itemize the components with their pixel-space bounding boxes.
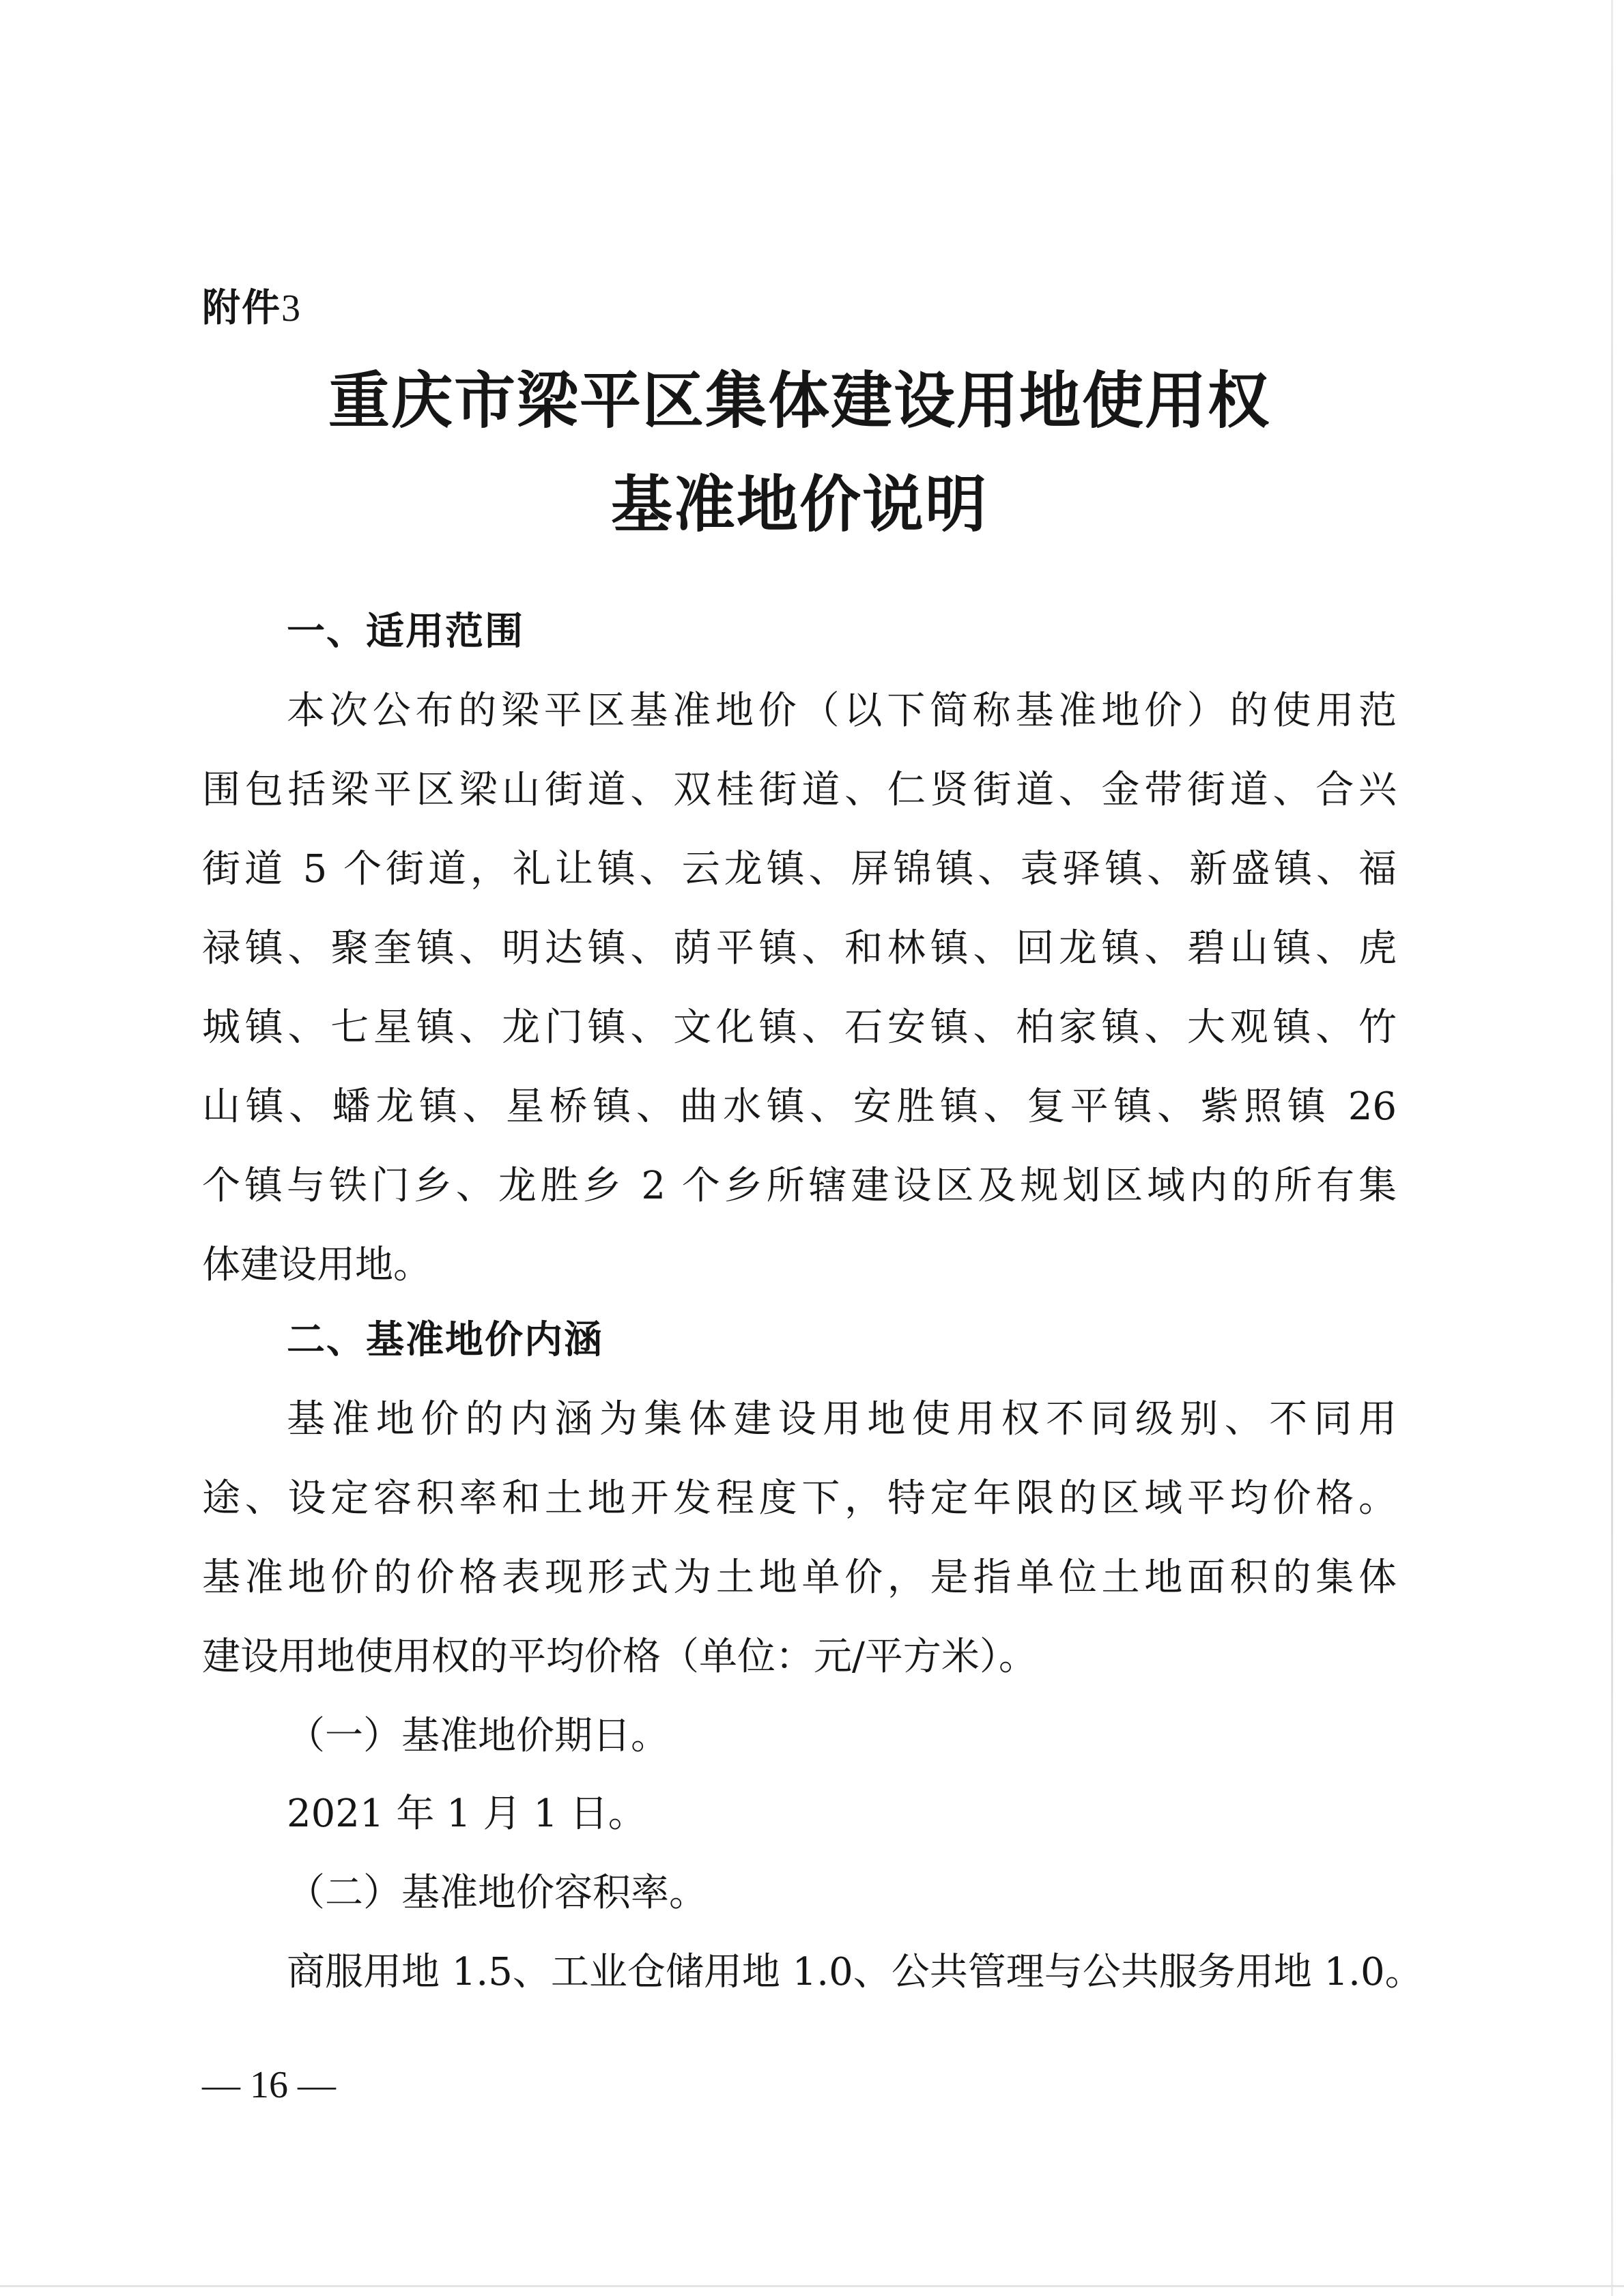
page-number: — 16 — xyxy=(202,2064,336,2106)
section-1-line-1: 本次公布的梁平区基准地价（以下简称基准地价）的使用范 xyxy=(287,689,1397,733)
section-2-line-2: 途、设定容积率和土地开发程度下，特定年限的区域平均价格。 xyxy=(202,1476,1397,1521)
section-1-heading: 一、适用范围 xyxy=(287,609,524,654)
subsection-2-text: 商服用地 1.5、工业仓储用地 1.0、公共管理与公共服务用地 1.0。 xyxy=(287,1950,1423,1994)
attachment-number: 3 xyxy=(281,287,302,330)
scan-edge-right xyxy=(1611,0,1613,2296)
subsection-1-heading: （一）基准地价期日。 xyxy=(287,1714,669,1758)
section-1-line-7: 个镇与铁门乡、龙胜乡 2 个乡所辖建设区及规划区域内的所有集 xyxy=(202,1164,1397,1208)
section-1-line-4: 禄镇、聚奎镇、明达镇、荫平镇、和林镇、回龙镇、碧山镇、虎 xyxy=(202,926,1397,971)
section-2-line-4: 建设用地使用权的平均价格（单位：元/平方米）。 xyxy=(202,1635,1037,1679)
scan-edge-bottom xyxy=(0,2285,1624,2287)
section-2-line-3: 基准地价的价格表现形式为土地单价，是指单位土地面积的集体 xyxy=(202,1555,1397,1600)
section-1-line-6: 山镇、蟠龙镇、星桥镇、曲水镇、安胜镇、复平镇、紫照镇 26 xyxy=(202,1085,1397,1129)
section-1-line-8: 体建设用地。 xyxy=(202,1243,431,1287)
section-1-line-3: 街道 5 个街道，礼让镇、云龙镇、屏锦镇、袁驿镇、新盛镇、福 xyxy=(202,847,1397,891)
title-line-1: 重庆市梁平区集体建设用地使用权 xyxy=(328,364,1270,437)
subsection-1-text: 2021 年 1 月 1 日。 xyxy=(287,1792,646,1836)
title-line-2: 基准地价说明 xyxy=(611,468,988,541)
section-2-heading: 二、基准地价内涵 xyxy=(287,1318,603,1362)
subsection-2-heading: （二）基准地价容积率。 xyxy=(287,1871,707,1915)
section-1-line-5: 城镇、七星镇、龙门镇、文化镇、石安镇、柏家镇、大观镇、竹 xyxy=(202,1005,1397,1050)
attachment-text: 附件 xyxy=(202,286,281,330)
section-1-line-2: 围包括梁平区梁山街道、双桂街道、仁贤街道、金带街道、合兴 xyxy=(202,768,1397,812)
attachment-label xyxy=(202,285,302,332)
section-2-line-1: 基准地价的内涵为集体建设用地使用权不同级别、不同用 xyxy=(287,1397,1397,1441)
